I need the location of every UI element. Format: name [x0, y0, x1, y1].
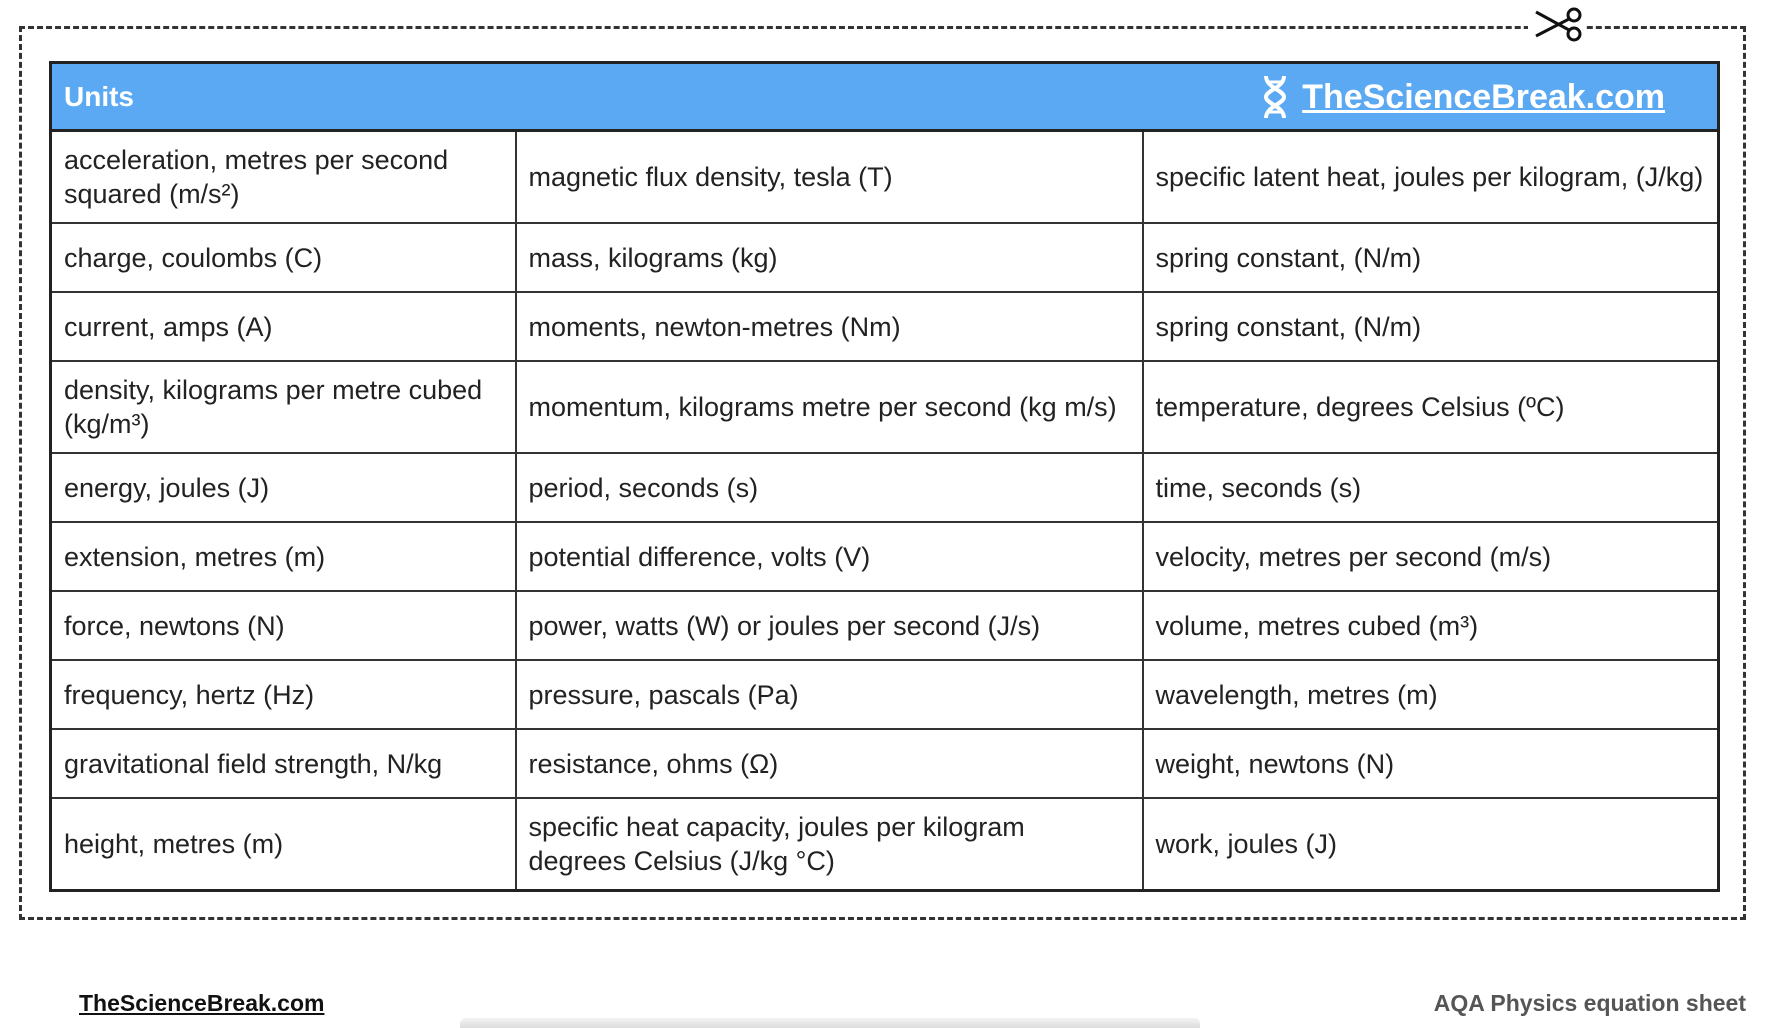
unit-cell: momentum, kilograms metre per second (kg m/s): [516, 361, 1143, 453]
unit-cell: velocity, metres per second (m/s): [1143, 522, 1719, 591]
unit-cell: period, seconds (s): [516, 453, 1143, 522]
unit-cell: specific latent heat, joules per kilogram, (J/kg): [1143, 131, 1719, 224]
table-row: [51, 453, 1719, 522]
unit-cell: time, seconds (s): [1143, 453, 1719, 522]
table-row: [51, 729, 1719, 798]
table-header: [51, 63, 1719, 131]
dna-helix-icon: [1262, 74, 1288, 120]
table-row: [51, 522, 1719, 591]
scissors-icon: [1528, 2, 1584, 46]
header-brand[interactable]: [1262, 74, 1665, 120]
unit-cell: gravitational field strength, N/kg: [51, 729, 516, 798]
table-row: [51, 660, 1719, 729]
table-title: Units: [64, 80, 134, 112]
table-row: [51, 292, 1719, 361]
page-edge-shadow: [460, 1018, 1200, 1028]
unit-cell: spring constant, (N/m): [1143, 223, 1719, 292]
unit-cell: pressure, pascals (Pa): [516, 660, 1143, 729]
unit-cell: acceleration, metres per second squared (m/s²): [51, 131, 516, 224]
unit-cell: current, amps (A): [51, 292, 516, 361]
unit-cell: mass, kilograms (kg): [516, 223, 1143, 292]
table-row: [51, 591, 1719, 660]
unit-cell: energy, joules (J): [51, 453, 516, 522]
unit-cell: frequency, hertz (Hz): [51, 660, 516, 729]
footer-sheet-title: AQA Physics equation sheet: [1433, 990, 1746, 1016]
unit-cell: potential difference, volts (V): [516, 522, 1143, 591]
unit-cell: height, metres (m): [51, 798, 516, 891]
brand-link[interactable]: TheScienceBreak.com: [1302, 77, 1666, 116]
footer-site-link[interactable]: TheScienceBreak.com: [79, 990, 325, 1016]
unit-cell: work, joules (J): [1143, 798, 1719, 891]
unit-cell: magnetic flux density, tesla (T): [516, 131, 1143, 224]
unit-cell: moments, newton-metres (Nm): [516, 292, 1143, 361]
unit-cell: specific heat capacity, joules per kilogram degrees Celsius (J/kg °C): [516, 798, 1143, 891]
table-row: [51, 798, 1719, 891]
unit-cell: extension, metres (m): [51, 522, 516, 591]
table-row: [51, 361, 1719, 453]
table-row: [51, 223, 1719, 292]
units-table: [49, 61, 1720, 892]
table-header-row: [51, 63, 1719, 131]
unit-cell: resistance, ohms (Ω): [516, 729, 1143, 798]
unit-cell: charge, coulombs (C): [51, 223, 516, 292]
unit-cell: density, kilograms per metre cubed (kg/m³): [51, 361, 516, 453]
unit-cell: wavelength, metres (m): [1143, 660, 1719, 729]
unit-cell: power, watts (W) or joules per second (J/s): [516, 591, 1143, 660]
unit-cell: weight, newtons (N): [1143, 729, 1719, 798]
unit-cell: temperature, degrees Celsius (ºC): [1143, 361, 1719, 453]
table-row: [51, 131, 1719, 224]
unit-cell: force, newtons (N): [51, 591, 516, 660]
unit-cell: volume, metres cubed (m³): [1143, 591, 1719, 660]
unit-cell: spring constant, (N/m): [1143, 292, 1719, 361]
